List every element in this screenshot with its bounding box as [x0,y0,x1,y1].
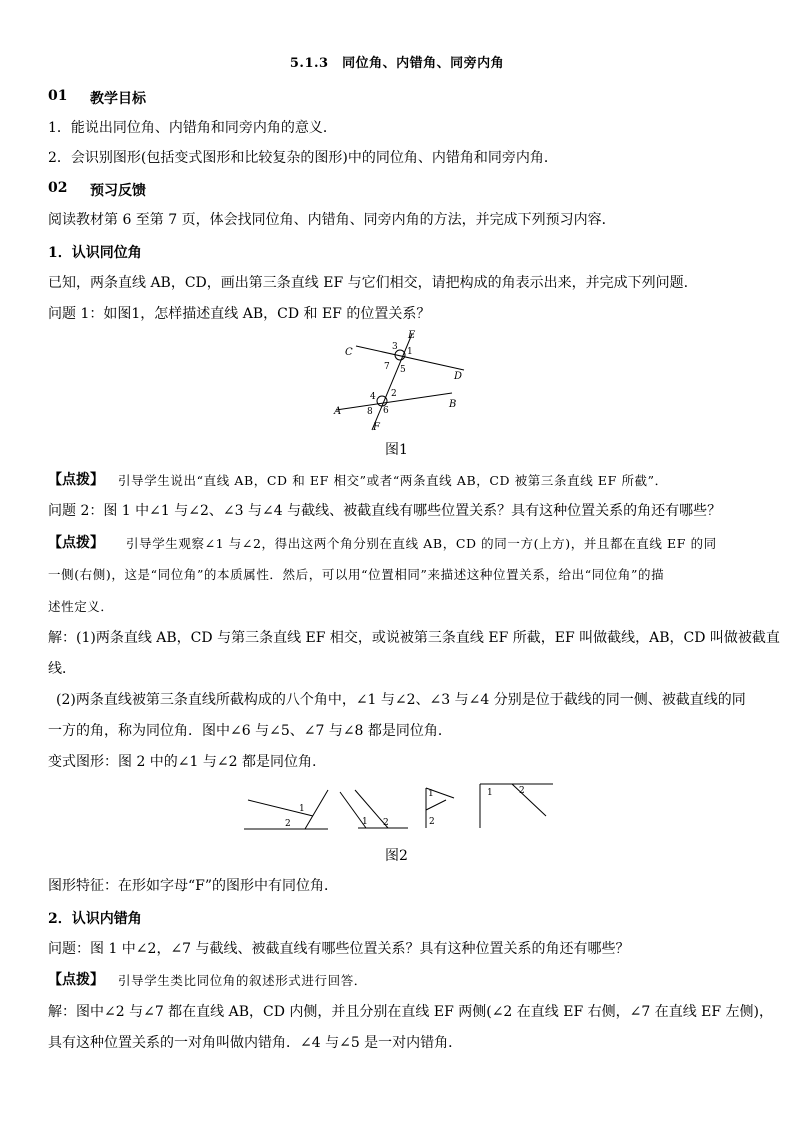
figure-2-diagram [240,782,560,838]
angle-label-4: 4 [370,392,376,402]
label-a: A [334,406,342,417]
fig2d-slant [512,784,546,816]
fig2-angle-1: 1 [428,789,434,799]
fig2a-transversal [305,790,328,829]
solution-paragraph: 解：图中∠2 与∠7 都在直线 AB，CD 内侧，并且分别在直线 EF 两侧(∠2 在直线 EF 右侧，∠7 在直线 EF 左侧)， [48,1004,774,1020]
intro-paragraph: 阅读教材第 6 至第 7 页，体会找同位角、内错角、同旁内角的方法，并完成下列预习内容． [48,212,616,228]
tip-label: 【点拨】 [48,972,104,988]
figure-2-caption: 图2 [385,848,408,864]
tip-label: 【点拨】 [48,535,104,551]
solution-paragraph: 一方的角，称为同位角．图中∠6 与∠5、∠7 与∠8 都是同位角． [48,723,452,739]
tip-text: 引导学生观察∠1 与∠2，得出这两个角分别在直线 AB，CD 的同一方(上方)，并且都在直线 EF 的同 [126,536,717,551]
angle-label-7: 7 [384,362,390,372]
fig2c-line2 [426,800,446,810]
fig2-angle-2: 2 [285,819,291,829]
feature-text: 图形特征：在形如字母“F”的图形中有同位角． [48,878,339,894]
goal-item: 2．会识别图形(包括变式图形和比较复杂的图形)中的同位角、内错角和同旁内角． [48,150,558,166]
given-paragraph: 已知，两条直线 AB，CD，画出第三条直线 EF 与它们相交，请把构成的角表示出来，并完成下列问题. [48,275,689,291]
section-number: 02 [48,180,68,196]
section-heading: 预习反馈 [90,183,146,199]
label-c: C [345,347,353,358]
label-e: E [408,330,416,341]
fig2-angle-2: 2 [429,817,435,827]
tip-label: 【点拨】 [48,472,104,488]
solution-paragraph: 解：(1)两条直线 AB，CD 与第三条直线 EF 相交，或说被第三条直线 EF 所截，EF 叫做截线，AB，CD 叫做被截直 [48,630,780,646]
tip-text: 引导学生类比同位角的叙述形式进行回答． [118,973,367,988]
fig2-angle-2: 2 [519,786,525,796]
angle-label-6: 6 [383,406,389,416]
figure-1-caption: 图1 [385,442,408,458]
solution-paragraph: 具有这种位置关系的一对角叫做内错角．∠4 与∠5 是一对内错角． [48,1035,463,1051]
question-2: 问题 2：图 1 中∠1 与∠2、∠3 与∠4 与截线、被截直线有哪些位置关系？具有这种位置关系的角还有哪些？ [48,503,722,519]
solution-paragraph: 线． [48,661,76,677]
subsection-heading: 1．认识同位角 [48,245,142,261]
angle-label-1: 1 [407,347,413,357]
page-title: 5.1.3 同位角、内错角、同旁内角 [289,56,505,71]
fig2-angle-1: 1 [299,804,305,814]
fig2-angle-1: 1 [362,817,368,827]
angle-label-8: 8 [367,407,373,417]
section-number: 01 [48,88,68,104]
solution-paragraph: (2)两条直线被第三条直线所截构成的八个角中，∠1 与∠2、∠3 与∠4 分别是位于截线的同一侧、被截直线的同 [56,692,746,708]
question-text: 问题：图 1 中∠2，∠7 与截线、被截直线有哪些位置关系？具有这种位置关系的角还有哪些？ [48,941,630,957]
intersection-mark-bottom [377,396,387,406]
angle-label-3: 3 [392,342,398,352]
tip-text: 述性定义． [48,599,114,614]
label-b: B [449,399,457,410]
angle-label-5: 5 [400,365,406,375]
tip-text: 引导学生说出“直线 AB，CD 和 EF 相交”或者“两条直线 AB，CD 被第三条直线 EF 所截”． [118,473,668,488]
tip-text: 一侧(右侧)，这是“同位角”的本质属性．然后，可以用“位置相同”来描述这种位置关系，给出“同位角”的描 [48,567,665,582]
fig2-angle-1: 1 [487,788,493,798]
subsection-heading: 2．认识内错角 [48,911,142,927]
angle-label-2: 2 [391,389,397,399]
goal-item: 1．能说出同位角、内错角和同旁内角的意义． [48,120,337,136]
label-f: F [373,422,380,433]
label-d: D [454,371,463,382]
fig2-angle-2: 2 [383,818,389,828]
section-heading: 教学目标 [90,91,146,107]
variant-text: 变式图形：图 2 中的∠1 与∠2 都是同位角. [48,754,317,770]
question-1: 问题 1：如图1，怎样描述直线 AB，CD 和 EF 的位置关系？ [48,306,431,322]
figure-1-diagram [320,326,480,434]
